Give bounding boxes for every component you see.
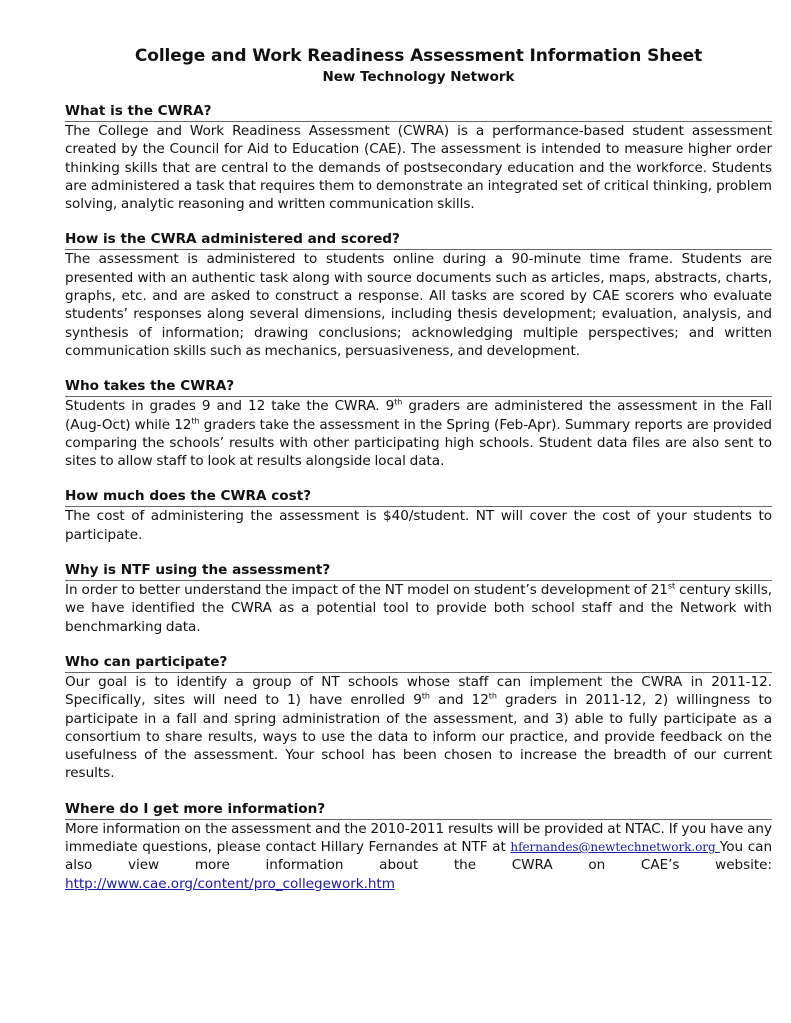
document-title: College and Work Readiness Assessment Information Sheet bbox=[134, 46, 703, 66]
ordinal-suffix: th bbox=[421, 691, 430, 701]
section-heading: How is the CWRA administered and scored? bbox=[65, 230, 772, 250]
section-body bbox=[65, 581, 772, 636]
section-body bbox=[65, 673, 772, 783]
section-heading: Why is NTF using the assessment? bbox=[65, 561, 772, 581]
body-text: graders in 2011-12, 2) willingness to participate in a fall and spring administration of the assessment, and 3) able to fully participate as a consortium to share results, ways to use the data to inform our practice, and provide feedback on the usefulness of the assessment. Your school has been chosen to increase the breadth of our current results. bbox=[65, 692, 772, 782]
section-cost bbox=[65, 487, 772, 544]
section-heading: What is the CWRA? bbox=[65, 102, 772, 122]
section-body: The College and Work Readiness Assessment (CWRA) is a performance-based student assessment created by the Council for Aid to Education (CAE). The assessment is intended to measure higher order thinking skills that are central to the demands of postsecondary education and the workforce. Students are administered a task that requires them to demonstrate an integrated set of critical thinking, problem solving, analytic reasoning and written communication skills. bbox=[65, 123, 772, 213]
section-body: The cost of administering the assessment is $40/student. NT will cover the cost of your students to participate. bbox=[65, 508, 772, 543]
ordinal-suffix: th bbox=[191, 416, 200, 426]
document-page bbox=[65, 44, 772, 910]
body-text: century skills, we have identified the CWRA as a potential tool to provide both school staff and the Network with benchmarking data. bbox=[65, 582, 772, 635]
cae-website-link[interactable]: http://www.cae.org/content/pro_collegework.htm bbox=[65, 875, 395, 892]
section-who-takes bbox=[65, 377, 772, 470]
section-more-information bbox=[65, 800, 772, 893]
body-text: graders are administered the assessment in the Fall (Aug-Oct) while 12 bbox=[65, 398, 772, 433]
section-what-is-cwra bbox=[65, 102, 772, 213]
body-text: graders take the assessment in the Spring (Feb-Apr). Summary reports are provided comparing the schools’ results with other participating high schools. Student data files are also sent to sites to allow staff to look at results alongside local data. bbox=[65, 416, 772, 470]
ordinal-suffix: th bbox=[488, 691, 497, 701]
body-text: In order to better understand the impact of the NT model on student’s development of 21 bbox=[65, 582, 668, 599]
section-heading: Who can participate? bbox=[65, 653, 772, 673]
body-text: You can also view more information about the CWRA on CAE’s website: bbox=[65, 839, 773, 874]
section-why-ntf bbox=[65, 561, 772, 636]
section-body: The assessment is administered to students online during a 90-minute time frame. Students are presented with an authentic task along with source documents such as articles, maps, abstracts, charts, graphs, etc. and are asked to construct a response. All tasks are scored by CAE scorers who evaluate students’ responses along several dimensions, including thesis development; evaluation, analysis, and synthesis of information; drawing conclusions; acknowledging multiple perspectives; and written communication skills such as mechanics, persuasiveness, and development. bbox=[65, 251, 772, 359]
document-subtitle: New Technology Network bbox=[322, 69, 515, 85]
section-heading: Who takes the CWRA? bbox=[65, 377, 772, 397]
body-text: Our goal is to identify a group of NT schools whose staff can implement the CWRA in 2011-12. Specifically, sites will need to 1) have enrolled 9 bbox=[65, 673, 772, 709]
body-text: More information on the assessment and the 2010-2011 results will be provided at NTAC. If you have any immediate questions, please contact Hillary Fernandes at NTF at bbox=[65, 820, 772, 856]
section-administered-scored bbox=[65, 230, 772, 360]
ordinal-suffix: th bbox=[394, 397, 403, 407]
section-heading: How much does the CWRA cost? bbox=[65, 487, 772, 507]
section-heading: Where do I get more information? bbox=[65, 800, 772, 820]
section-body bbox=[65, 820, 772, 893]
email-link[interactable]: hfernandes@newtechnetwork.org bbox=[510, 840, 720, 855]
ordinal-suffix: st bbox=[667, 581, 676, 591]
section-body bbox=[65, 397, 772, 470]
body-text: and 12 bbox=[429, 692, 489, 709]
body-text: Students in grades 9 and 12 take the CWRA. 9 bbox=[65, 398, 395, 415]
section-who-can-participate bbox=[65, 653, 772, 783]
